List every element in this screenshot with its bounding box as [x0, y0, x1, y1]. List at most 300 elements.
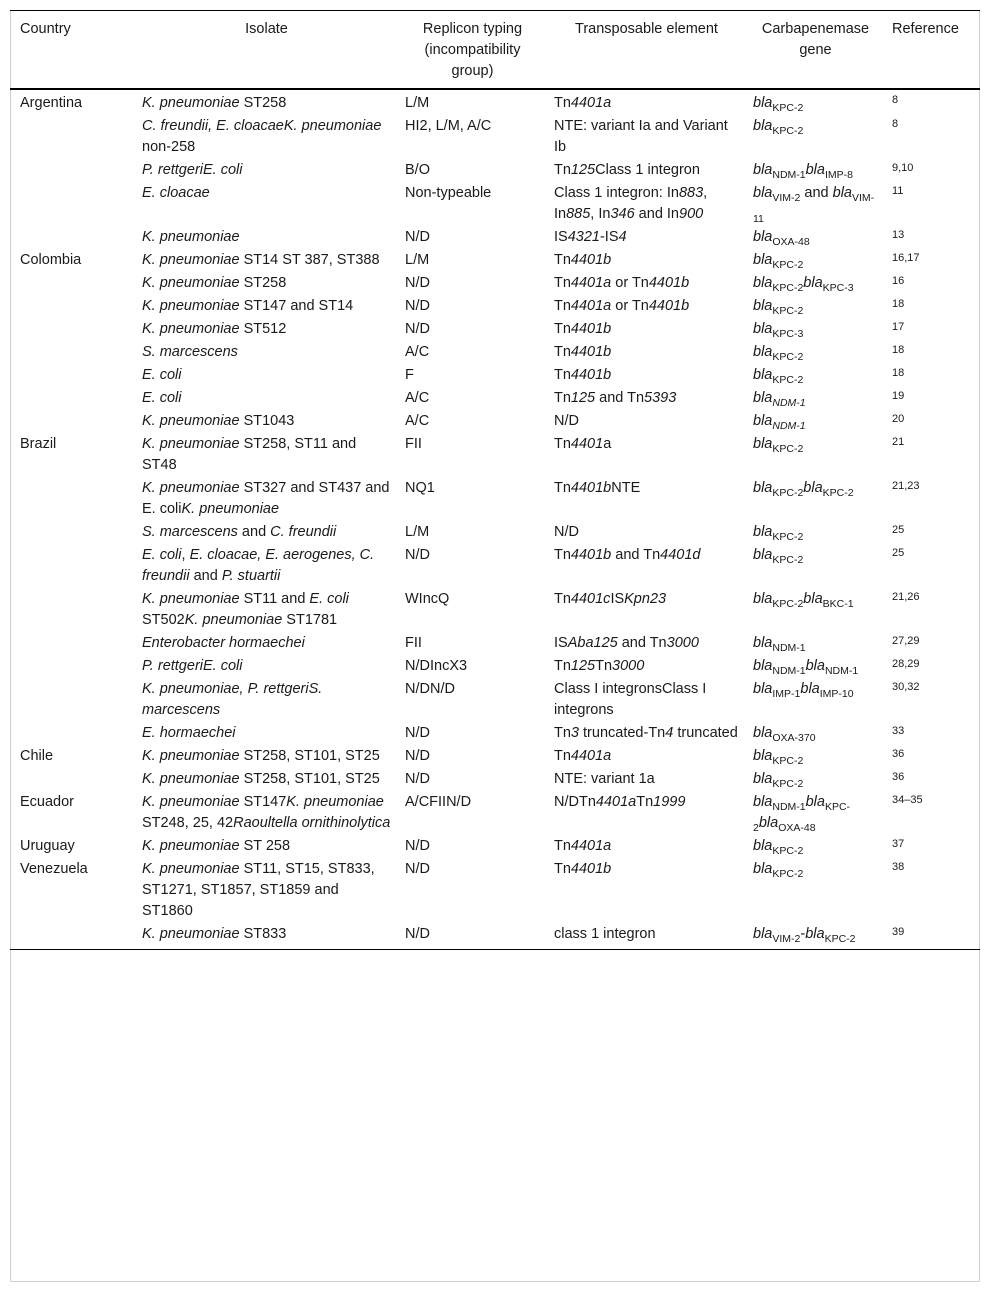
cell-carbapenemase-gene: [743, 89, 882, 115]
text-segment: 125: [570, 658, 596, 674]
text-segment: KPC-2: [822, 487, 854, 499]
text-segment: K. pneumoniae: [142, 436, 240, 452]
cell-transposable-element: [544, 115, 743, 159]
cell-replicon: [395, 678, 544, 722]
cell-carbapenemase-gene: [743, 858, 882, 923]
cell-replicon: [395, 159, 544, 182]
text-segment: 4: [618, 229, 627, 245]
text-segment: bla: [805, 926, 825, 942]
table-row: [10, 410, 980, 433]
text-segment: K. pneumoniae, P. rettgeriS. marcescens: [142, 681, 323, 718]
text-segment: bla: [832, 185, 852, 201]
text-segment: and Tn: [617, 635, 667, 651]
cell-isolate: [132, 521, 395, 544]
cell-carbapenemase-gene: [743, 433, 882, 477]
text-segment: bla: [805, 658, 825, 674]
cell-transposable-element: [544, 410, 743, 433]
text-segment: ST147 and ST14: [239, 298, 354, 314]
cell-country: [10, 544, 132, 588]
text-segment: KPC-2: [772, 374, 804, 386]
cell-transposable-element: [544, 745, 743, 768]
cell-country: [10, 115, 132, 159]
text-segment: Tn: [554, 861, 571, 877]
text-segment: and: [237, 524, 271, 540]
text-segment: bla: [803, 591, 823, 607]
text-segment: K. pneumoniae: [142, 926, 240, 942]
text-segment: N/D: [405, 321, 430, 337]
text-segment: Tn: [554, 321, 571, 337]
text-segment: 885: [566, 206, 591, 222]
text-segment: P. stuartii: [221, 568, 281, 584]
text-segment: and Tn: [595, 390, 645, 406]
cell-country: [10, 159, 132, 182]
cell-carbapenemase-gene: [743, 588, 882, 632]
text-segment: KPC-2: [772, 282, 804, 294]
cell-replicon: [395, 791, 544, 835]
text-segment: bla: [753, 436, 773, 452]
text-segment: Class 1 integron: [595, 162, 700, 178]
cell-country: [10, 655, 132, 678]
text-segment: 4401b: [648, 298, 690, 314]
text-segment: KPC-2: [772, 102, 804, 114]
text-segment: ST 258: [239, 838, 291, 854]
text-segment: bla: [753, 252, 773, 268]
text-segment: C. freundii, E. cloacaeK. pneumoniae: [142, 118, 382, 134]
cell-carbapenemase-gene: [743, 341, 882, 364]
table-row: [10, 364, 980, 387]
text-segment: E. coli: [142, 390, 182, 406]
text-segment: NDM-1: [772, 420, 806, 432]
text-segment: bla: [753, 321, 773, 337]
text-segment: Tn: [554, 725, 571, 741]
text-segment: Tn: [554, 252, 571, 268]
text-segment: NDM-1: [772, 665, 806, 677]
text-segment: NTE: [611, 480, 641, 496]
text-segment: S. marcescens: [142, 524, 238, 540]
text-segment: KPC-2: [772, 755, 804, 767]
cell-replicon: [395, 249, 544, 272]
cell-reference: 16,17: [892, 252, 920, 264]
cell-country: [10, 768, 132, 791]
table-row: [10, 835, 980, 858]
text-segment: bla: [753, 547, 773, 563]
cell-reference: 27,29: [892, 635, 920, 647]
table-row: [10, 387, 980, 410]
text-segment: 4401b: [570, 861, 612, 877]
text-segment: KPC-3: [822, 282, 854, 294]
text-segment: and Tn: [611, 547, 661, 563]
text-segment: Kpn23: [624, 591, 667, 607]
text-segment: OXA-48: [772, 236, 810, 248]
text-segment: bla: [753, 635, 773, 651]
cell-carbapenemase-gene: [743, 745, 882, 768]
text-segment: a: [603, 436, 612, 452]
cell-country: [10, 341, 132, 364]
text-segment: VIM-2: [772, 933, 801, 945]
cell-reference: 21: [892, 436, 905, 448]
text-segment: bla: [753, 861, 773, 877]
cell-isolate: [132, 159, 395, 182]
cell-carbapenemase-gene: [743, 655, 882, 678]
table-row: [10, 295, 980, 318]
table-row: [10, 745, 980, 768]
text-segment: bla: [753, 162, 773, 178]
text-segment: N/D: [405, 838, 430, 854]
table-row: [10, 791, 980, 835]
table-row: [10, 272, 980, 295]
text-segment: Tn: [595, 658, 613, 674]
header-transposable-element: Transposable element: [544, 11, 743, 90]
text-segment: KPC-2: [772, 351, 804, 363]
cell-country: Ecuador: [20, 794, 75, 810]
text-segment: 125: [570, 162, 596, 178]
text-segment: IS: [554, 229, 568, 245]
cell-isolate: [132, 835, 395, 858]
text-segment: F: [405, 367, 414, 383]
cell-transposable-element: [544, 159, 743, 182]
text-segment: ST258, ST11 and ST48: [142, 436, 357, 473]
table-row: [10, 722, 980, 745]
text-segment: B/O: [405, 162, 430, 178]
cell-replicon: [395, 410, 544, 433]
cell-country: [10, 678, 132, 722]
cell-reference: 18: [892, 298, 905, 310]
text-segment: IMP-1: [772, 688, 801, 700]
text-segment: KPC-2: [772, 598, 804, 610]
text-segment: Tn: [554, 748, 571, 764]
text-segment: bla: [805, 794, 825, 810]
table-header: [10, 11, 980, 90]
text-segment: 4401b: [570, 480, 612, 496]
cell-transposable-element: [544, 521, 743, 544]
cell-transposable-element: [544, 341, 743, 364]
text-segment: 3000: [612, 658, 645, 674]
text-segment: 4321: [567, 229, 600, 245]
text-segment: ST258: [239, 95, 287, 111]
text-segment: bla: [753, 118, 773, 134]
cell-transposable-element: [544, 722, 743, 745]
text-segment: ST502: [142, 612, 185, 628]
text-segment: A/CFIIN/D: [405, 794, 472, 810]
cell-carbapenemase-gene: [743, 226, 882, 249]
cell-replicon: [395, 521, 544, 544]
text-segment: K. pneumoniae: [142, 229, 240, 245]
cell-isolate: [132, 768, 395, 791]
text-segment: K. pneumoniae: [142, 861, 240, 877]
text-segment: Tn: [636, 794, 654, 810]
text-segment: bla: [753, 658, 773, 674]
cell-isolate: [132, 182, 395, 226]
cell-replicon: [395, 295, 544, 318]
text-segment: K. pneumoniae: [142, 794, 240, 810]
table-row: [10, 318, 980, 341]
table-row: [10, 341, 980, 364]
text-segment: bla: [753, 367, 773, 383]
table-row: [10, 477, 980, 521]
text-segment: Class I integronsClass I integrons: [554, 681, 707, 718]
cell-reference: 37: [892, 838, 905, 850]
cell-country: [10, 477, 132, 521]
text-segment: Raoultella ornithinolytica: [233, 815, 391, 831]
text-segment: 4401a: [570, 275, 612, 291]
text-segment: Tn: [554, 390, 571, 406]
table-row: [10, 226, 980, 249]
cell-isolate: [132, 295, 395, 318]
text-segment: N/D: [405, 229, 430, 245]
cell-reference: 30,32: [892, 681, 920, 693]
text-segment: and: [800, 185, 833, 201]
cell-replicon: [395, 768, 544, 791]
text-segment: 4401a: [570, 838, 612, 854]
cell-carbapenemase-gene: [743, 521, 882, 544]
cell-country: [10, 387, 132, 410]
cell-isolate: [132, 318, 395, 341]
text-segment: -IS: [599, 229, 619, 245]
text-segment: Class 1 integron: In: [554, 185, 679, 201]
cell-carbapenemase-gene: [743, 115, 882, 159]
text-segment: bla: [753, 344, 773, 360]
text-segment: 346: [610, 206, 635, 222]
cell-replicon: [395, 923, 544, 950]
text-segment: K. pneumoniae: [142, 413, 240, 429]
cell-isolate: [132, 433, 395, 477]
text-segment: 3: [570, 725, 579, 741]
text-segment: bla: [753, 748, 773, 764]
cell-transposable-element: [544, 318, 743, 341]
cell-carbapenemase-gene: [743, 544, 882, 588]
cell-isolate: [132, 115, 395, 159]
table-row: [10, 182, 980, 226]
text-segment: S. marcescens: [142, 344, 238, 360]
text-segment: 125: [570, 390, 596, 406]
text-segment: bla: [803, 480, 823, 496]
text-segment: K. pneumoniae: [142, 321, 240, 337]
text-segment: 883: [678, 185, 704, 201]
text-segment: Enterobacter hormaechei: [142, 635, 305, 651]
text-segment: bla: [753, 298, 773, 314]
cell-reference: 34–35: [892, 794, 923, 806]
text-segment: WIncQ: [405, 591, 450, 607]
cell-replicon: [395, 272, 544, 295]
cell-reference: 9,10: [892, 162, 914, 174]
cell-reference: 36: [892, 748, 905, 760]
cell-reference: 39: [882, 923, 980, 950]
text-segment: Tn: [554, 547, 571, 563]
text-segment: bla: [753, 591, 773, 607]
cell-country: Argentina: [20, 95, 83, 111]
text-segment: ST11, ST15, ST833, ST1271, ST1857, ST1859 and ST1860: [142, 861, 375, 919]
cell-isolate: [132, 410, 395, 433]
text-segment: 1999: [653, 794, 686, 810]
text-segment: bla: [753, 480, 773, 496]
text-segment: truncated: [673, 725, 738, 741]
cell-country: Brazil: [20, 436, 57, 452]
table-row: [10, 678, 980, 722]
text-segment: N/D: [405, 861, 430, 877]
cell-replicon: [395, 433, 544, 477]
text-segment: E. cloacae: [142, 185, 210, 201]
cell-carbapenemase-gene: [743, 923, 882, 950]
cell-reference: 25: [892, 524, 905, 536]
cell-replicon: [395, 544, 544, 588]
text-segment: , In: [554, 185, 708, 222]
text-segment: KPC-3: [772, 328, 804, 340]
text-segment: bla: [753, 229, 773, 245]
text-segment: NDM-1: [772, 397, 806, 409]
cell-reference: 36: [892, 771, 905, 783]
cell-reference: 18: [892, 344, 905, 356]
cell-reference: 28,29: [892, 658, 920, 670]
cell-country: [10, 923, 132, 950]
cell-country: [10, 318, 132, 341]
text-segment: N/D: [405, 771, 430, 787]
cell-isolate: [132, 544, 395, 588]
cell-isolate: [132, 89, 395, 115]
text-segment: KPC-2: [772, 443, 804, 455]
cell-country: [10, 182, 132, 226]
text-segment: N/D: [405, 275, 430, 291]
text-segment: KPC-2: [772, 125, 804, 137]
text-segment: 900: [679, 206, 704, 222]
text-segment: KPC-2: [753, 801, 851, 834]
cell-transposable-element: [544, 364, 743, 387]
cell-reference: 21,26: [892, 591, 920, 603]
cell-reference: 11: [892, 185, 904, 197]
cell-isolate: [132, 477, 395, 521]
cell-reference: 21,23: [892, 480, 920, 492]
cell-transposable-element: [544, 544, 743, 588]
text-segment: Tn: [554, 436, 571, 452]
text-segment: N/D: [405, 298, 430, 314]
cell-replicon: [395, 722, 544, 745]
text-segment: FII: [405, 436, 422, 452]
text-segment: bla: [753, 771, 773, 787]
cell-country: Uruguay: [20, 838, 75, 854]
text-segment: NDM-1: [772, 169, 806, 181]
table-row: [10, 89, 980, 115]
cell-country: [10, 722, 132, 745]
text-segment: ST248, 25, 42: [142, 815, 234, 831]
text-segment: Tn: [554, 480, 571, 496]
text-segment: ST258, ST101, ST25: [239, 748, 380, 764]
cell-carbapenemase-gene: [743, 632, 882, 655]
text-segment: K. pneumoniae: [142, 748, 240, 764]
cell-carbapenemase-gene: [743, 835, 882, 858]
cell-transposable-element: [544, 678, 743, 722]
text-segment: bla: [800, 681, 820, 697]
header-replicon-typing: Replicon typing (incompatibility group): [395, 11, 544, 90]
cell-reference: 18: [892, 367, 905, 379]
table-row: [10, 923, 980, 950]
text-segment: K. pneumoniae: [142, 591, 240, 607]
text-segment: 4: [665, 725, 674, 741]
text-segment: or Tn: [611, 298, 649, 314]
cell-transposable-element: [544, 632, 743, 655]
text-segment: bla: [753, 390, 773, 406]
text-segment: A/C: [405, 344, 430, 360]
text-segment: ST833: [239, 926, 287, 942]
cell-isolate: [132, 858, 395, 923]
cell-country: [10, 521, 132, 544]
header-carbapenemase-gene: Carbapenemase gene: [743, 11, 882, 90]
text-segment: 4401b: [570, 321, 612, 337]
text-segment: K. pneumoniae: [142, 95, 240, 111]
text-segment: KPC-2: [772, 868, 804, 880]
text-segment: K. pneumoniae: [142, 480, 240, 496]
cell-isolate: [132, 722, 395, 745]
text-segment: N/D: [405, 725, 430, 741]
table-row: [10, 433, 980, 477]
table-row: [10, 115, 980, 159]
text-segment: bla: [753, 413, 773, 429]
cell-transposable-element: [544, 295, 743, 318]
text-segment: Aba125: [567, 635, 618, 651]
text-segment: bla: [753, 794, 773, 810]
text-segment: K. pneumoniae: [181, 501, 280, 517]
text-segment: Tn: [554, 344, 571, 360]
cell-replicon: [395, 858, 544, 923]
text-segment: Tn: [554, 367, 571, 383]
text-segment: KPC-2: [772, 778, 804, 790]
text-segment: KPC-2: [772, 845, 804, 857]
cell-replicon: [395, 477, 544, 521]
text-segment: P. rettgeriE. coli: [142, 658, 243, 674]
cell-reference: 8: [892, 118, 899, 130]
table-row: [10, 655, 980, 678]
carbapenemase-table: [10, 10, 980, 950]
text-segment: truncated-Tn: [579, 725, 666, 741]
cell-country: [10, 295, 132, 318]
table-row: [10, 544, 980, 588]
table-row: [10, 858, 980, 923]
table-row: [10, 521, 980, 544]
cell-isolate: [132, 226, 395, 249]
text-segment: 4401b: [570, 547, 612, 563]
cell-replicon: [395, 226, 544, 249]
cell-isolate: [132, 272, 395, 295]
text-segment: 4401b: [570, 367, 612, 383]
cell-reference: 20: [892, 413, 905, 425]
text-segment: Tn: [554, 591, 571, 607]
cell-isolate: [132, 588, 395, 632]
text-segment: K. pneumoniae: [142, 252, 240, 268]
text-segment: , In: [590, 206, 611, 222]
cell-transposable-element: [544, 272, 743, 295]
cell-replicon: [395, 745, 544, 768]
text-segment: and: [189, 568, 222, 584]
text-segment: E. hormaechei: [142, 725, 236, 741]
cell-carbapenemase-gene: [743, 387, 882, 410]
cell-isolate: [132, 249, 395, 272]
text-segment: L/M: [405, 95, 430, 111]
cell-transposable-element: [544, 588, 743, 632]
text-segment: 4401b: [648, 275, 690, 291]
text-segment: NQ1: [405, 480, 435, 496]
text-segment: or Tn: [611, 275, 649, 291]
text-segment: HI2, L/M, A/C: [405, 118, 492, 134]
cell-transposable-element: [544, 655, 743, 678]
cell-isolate: [132, 745, 395, 768]
text-segment: ST147: [239, 794, 287, 810]
text-segment: KPC-2: [824, 933, 856, 945]
cell-country: Chile: [20, 748, 54, 764]
text-segment: IS: [554, 635, 568, 651]
cell-carbapenemase-gene: [743, 295, 882, 318]
text-segment: IS: [610, 591, 625, 607]
text-segment: E. coli: [142, 367, 182, 383]
text-segment: Non-typeable: [405, 185, 492, 201]
cell-reference: 19: [892, 390, 905, 402]
